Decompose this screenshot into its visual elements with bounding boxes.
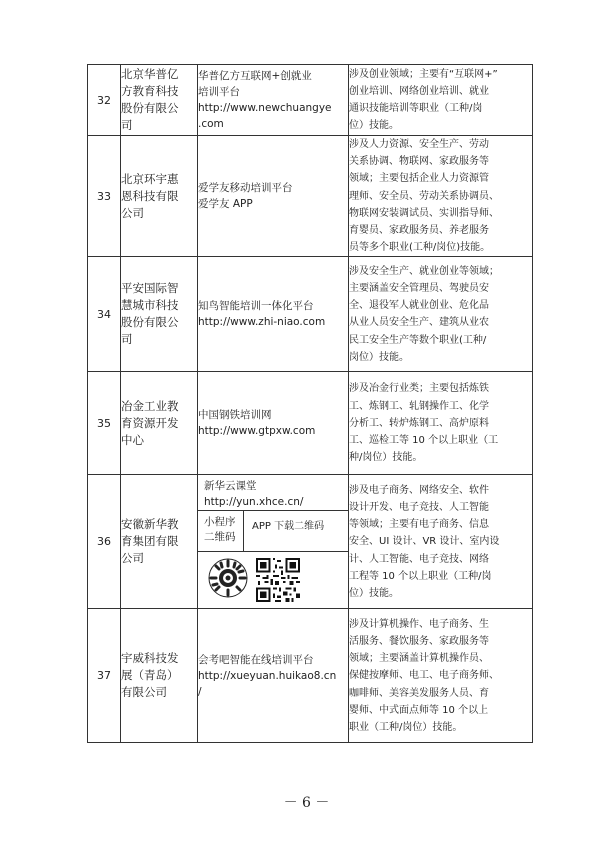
page-number: － 6 － (283, 795, 330, 811)
row-number: 32 (88, 65, 121, 136)
platform-header: 新华云课堂 http://yun.xhce.cn/ (198, 475, 348, 511)
organization-name: 平安国际智 慧城市科技 股份有限公 司 (121, 257, 198, 372)
organization-name: 宇威科技发 展（青岛） 有限公司 (121, 609, 198, 743)
platform-url[interactable]: http://yun.xhce.cn/ (204, 496, 304, 509)
platform-info: 中国钢铁培训网 http://www.gtpxw.com (198, 372, 349, 475)
platform-url[interactable]: http://www.gtpxw.com (198, 425, 316, 438)
platform-info: 知鸟智能培训一体化平台 http://www.zhi-niao.com (198, 257, 349, 372)
training-scope: 涉及计算机操作、电子商务、生 活服务、餐饮服务、家政服务等 领域；主要涵盖计算机操作员、 保健按摩师、电工、电子商务师、 咖啡师、美容美发服务人员、育 婴师、中式面点师等 10 个以上 职业（工种/岗位）技能。 (349, 609, 533, 743)
training-scope: 涉及创业领域；主要有“互联网+” 创业培训、网络创业培训、就业 通识技能培训等职业（工种/岗 位）技能。 (349, 65, 533, 136)
table-row (88, 65, 533, 136)
organization-name: 安徽新华教 育集团有限 公司 (121, 475, 198, 609)
app-download-qr-icon[interactable] (256, 558, 300, 602)
table-row (88, 257, 533, 372)
platform-url[interactable]: http://www.newchuangye (198, 102, 332, 114)
training-scope: 涉及人力资源、安全生产、劳动 关系协调、物联网、家政服务等 领域；主要包括企业人力资源管 理师、安全员、劳动关系协调员、 物联网安装调试员、实训指导师、 育婴员、家政服务员、养老服务 员等多个职业(工种/岗位)技能。 (349, 136, 533, 257)
platform-url[interactable]: http://xueyuan.huikao8.cn (198, 669, 337, 682)
training-platform-table (87, 64, 533, 743)
training-scope: 涉及电子商务、网络安全、软件 设计开发、电子竞技、人工智能 等领域；主要有电子商务、信息 安全、UI 设计、VR 设计、室内设 计、人工智能、电子竞技、网络 工程等 10 个以上职业（工种/岗 位）技能。 (349, 475, 533, 609)
qr-codes (198, 552, 348, 608)
mini-program-label: 小程序 二维码 (198, 511, 244, 551)
platform-info: 华普亿方互联网+创就业 培训平台 http://www.newchuangye .com (198, 65, 349, 136)
training-scope: 涉及冶金行业类；主要包括炼铁 工、炼钢工、轧钢操作工、化学 分析工、转炉炼钢工、高炉原料 工、巡检工等 10 个以上职业（工 种/岗位）技能。 (349, 372, 533, 475)
row-number: 36 (88, 475, 121, 609)
platform-info: 爱学友移动培训平台 爱学友 APP (198, 136, 349, 257)
row-number: 35 (88, 372, 121, 475)
table-row (88, 136, 533, 257)
table-row (88, 475, 533, 609)
mini-program-qr-icon[interactable] (208, 558, 248, 598)
training-scope: 涉及安全生产、就业创业等领域； 主要涵盖安全管理员、驾驶员安 全、退役军人就业创业、危化品 从业人员安全生产、建筑从业农 民工安全生产等数个职业(工种/ 岗位）技能。 (349, 257, 533, 372)
row-number: 37 (88, 609, 121, 743)
platform-info: 会考吧智能在线培训平台 http://xueyuan.huikao8.cn / (198, 609, 349, 743)
organization-name: 北京华普亿 方教育科技 股份有限公 司 (121, 65, 198, 136)
qr-labels (198, 511, 348, 552)
organization-name: 北京环宇惠 恩科技有限 公司 (121, 136, 198, 257)
table-row (88, 372, 533, 475)
row-number: 34 (88, 257, 121, 372)
row-number: 33 (88, 136, 121, 257)
platform-info (198, 475, 349, 609)
app-download-label: APP 下载二维码 (252, 521, 325, 533)
platform-url[interactable]: http://www.zhi-niao.com (198, 316, 326, 329)
organization-name: 冶金工业教 育资源开发 中心 (121, 372, 198, 475)
table-row (88, 609, 533, 743)
